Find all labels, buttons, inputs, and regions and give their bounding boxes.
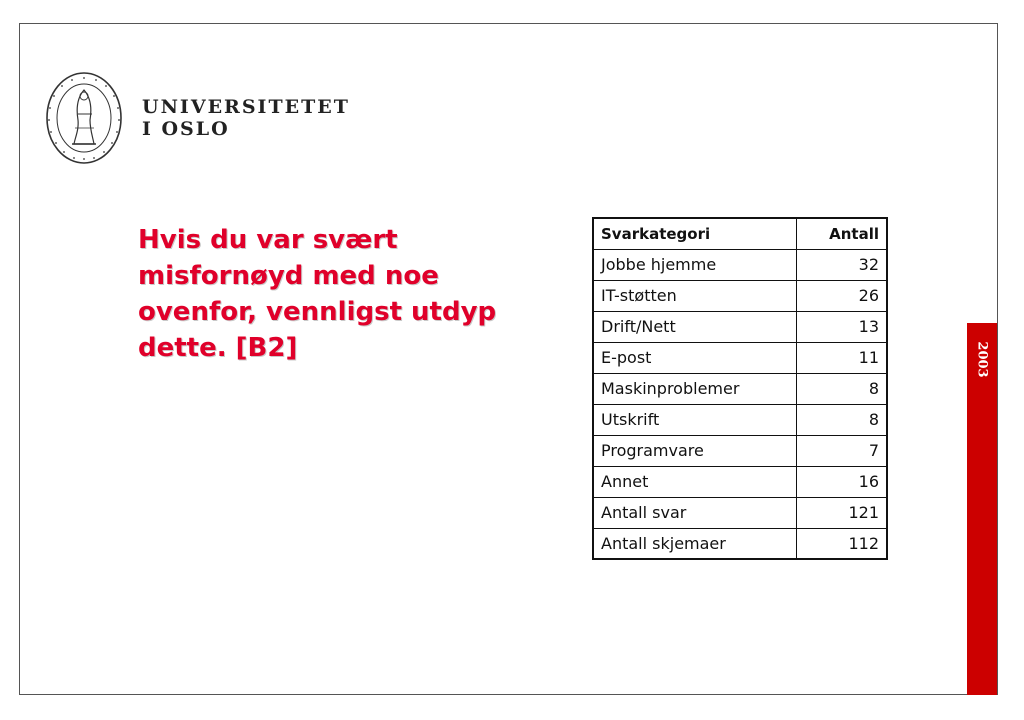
count-cell: 16 [796,466,887,497]
university-name-line1: UNIVERSITETET [142,96,350,118]
category-cell: E-post [593,342,796,373]
year-label: 2003 [974,340,990,378]
university-seal-icon [44,70,124,166]
count-cell: 32 [796,249,887,280]
count-cell: 26 [796,280,887,311]
category-cell: Annet [593,466,796,497]
category-cell: Programvare [593,435,796,466]
column-header-category: Svarkategori [593,218,796,249]
count-cell: 7 [796,435,887,466]
count-cell: 8 [796,373,887,404]
table-row [593,249,887,280]
category-cell: Maskinproblemer [593,373,796,404]
category-cell: Antall svar [593,497,796,528]
category-cell: IT-støtten [593,280,796,311]
year-side-bar [967,323,997,695]
university-logo [44,70,350,166]
category-cell: Jobbe hjemme [593,249,796,280]
slide-title: Hvis du var svært misfornøyd med noe ovenfor, vennligst utdyp dette. [B2] [138,225,497,363]
university-name [142,96,350,140]
table-row [593,311,887,342]
table-row [593,466,887,497]
table-row [593,528,887,559]
category-cell: Drift/Nett [593,311,796,342]
table-row [593,435,887,466]
table-header-row [593,218,887,249]
year-label-wrap [967,329,997,389]
column-header-count: Antall [796,218,887,249]
count-cell: 112 [796,528,887,559]
table-row [593,404,887,435]
university-name-line2: I OSLO [142,118,230,140]
category-cell: Utskrift [593,404,796,435]
count-cell: 13 [796,311,887,342]
response-table [592,217,888,560]
count-cell: 8 [796,404,887,435]
table-row [593,342,887,373]
count-cell: 121 [796,497,887,528]
count-cell: 11 [796,342,887,373]
table-row [593,373,887,404]
slide [19,23,998,695]
category-cell: Antall skjemaer [593,528,796,559]
table-row [593,280,887,311]
table-row [593,497,887,528]
